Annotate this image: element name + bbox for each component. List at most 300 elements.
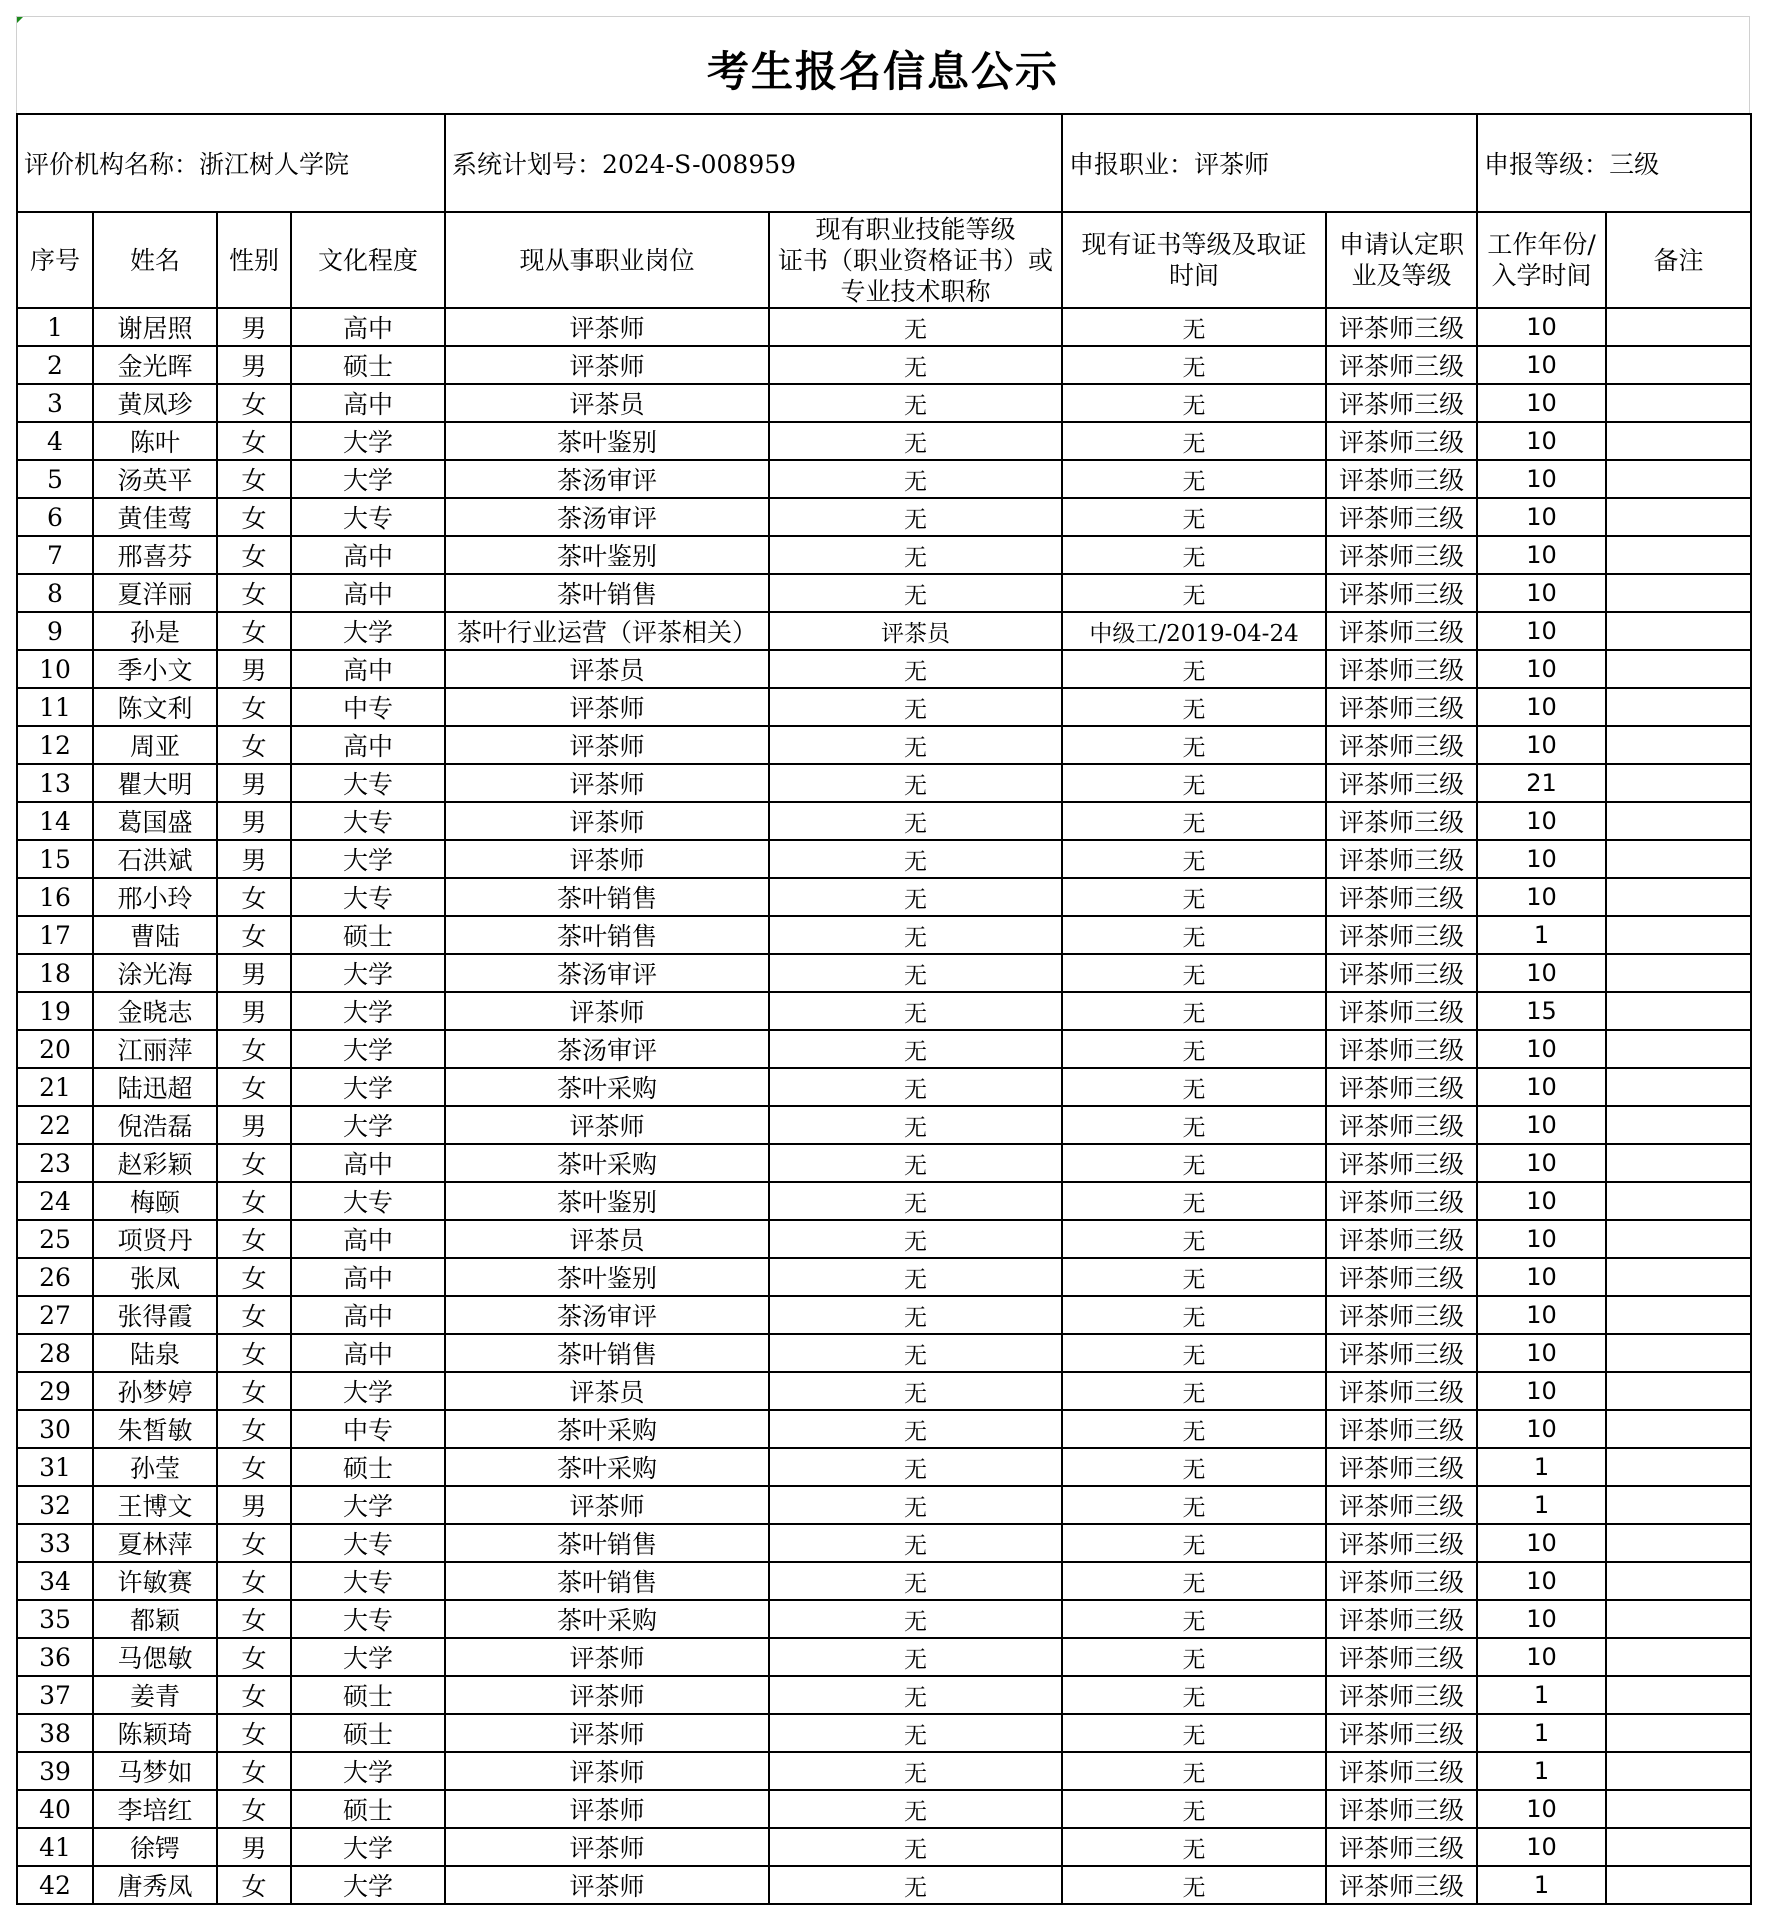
cell-education: 大专	[291, 878, 445, 916]
cell-years: 10	[1477, 878, 1606, 916]
cell-remark	[1606, 1600, 1751, 1638]
cell-post: 茶叶鉴别	[445, 1182, 769, 1220]
cell-cert: 无	[769, 422, 1062, 460]
cell-apply: 评茶师三级	[1326, 1866, 1477, 1904]
table-row	[17, 650, 1751, 688]
cell-post: 茶汤审评	[445, 460, 769, 498]
cell-cert: 无	[769, 308, 1062, 346]
occupation-cell	[1062, 114, 1477, 212]
cell-apply: 评茶师三级	[1326, 460, 1477, 498]
header-apply	[1326, 212, 1477, 308]
cell-gender: 女	[217, 1182, 291, 1220]
cell-apply: 评茶师三级	[1326, 1752, 1477, 1790]
cell-gender: 女	[217, 1714, 291, 1752]
cell-gender: 女	[217, 1600, 291, 1638]
cell-cert-level: 无	[1062, 460, 1326, 498]
cell-gender: 女	[217, 536, 291, 574]
cell-years: 10	[1477, 954, 1606, 992]
table-row	[17, 1866, 1751, 1904]
table-row	[17, 1638, 1751, 1676]
cell-cert-level: 无	[1062, 1258, 1326, 1296]
cell-gender: 男	[217, 1828, 291, 1866]
cell-remark	[1606, 460, 1751, 498]
cell-remark	[1606, 1638, 1751, 1676]
cell-cert: 无	[769, 1486, 1062, 1524]
cell-gender: 女	[217, 612, 291, 650]
cell-apply: 评茶师三级	[1326, 1220, 1477, 1258]
cell-name: 张得霞	[93, 1296, 217, 1334]
cell-seq: 22	[17, 1106, 93, 1144]
cell-name: 周亚	[93, 726, 217, 764]
cell-years: 10	[1477, 422, 1606, 460]
cell-name: 黄凤珍	[93, 384, 217, 422]
cell-seq: 19	[17, 992, 93, 1030]
cell-years: 21	[1477, 764, 1606, 802]
table-row	[17, 1220, 1751, 1258]
cell-remark	[1606, 916, 1751, 954]
cell-cert: 无	[769, 1182, 1062, 1220]
cell-years: 10	[1477, 1790, 1606, 1828]
cell-cert: 无	[769, 1638, 1062, 1676]
cell-name: 孙莹	[93, 1448, 217, 1486]
cell-gender: 女	[217, 1144, 291, 1182]
cell-education: 高中	[291, 1144, 445, 1182]
cell-remark	[1606, 1828, 1751, 1866]
cell-name: 唐秀凤	[93, 1866, 217, 1904]
cell-years: 10	[1477, 460, 1606, 498]
cell-education: 高中	[291, 1258, 445, 1296]
cell-years: 10	[1477, 574, 1606, 612]
cell-remark	[1606, 992, 1751, 1030]
cell-name: 曹陆	[93, 916, 217, 954]
cell-education: 大学	[291, 460, 445, 498]
cell-cert-level: 无	[1062, 954, 1326, 992]
cell-apply: 评茶师三级	[1326, 802, 1477, 840]
cell-remark	[1606, 1106, 1751, 1144]
cell-education: 大学	[291, 1068, 445, 1106]
cell-post: 评茶师	[445, 764, 769, 802]
cell-years: 10	[1477, 1258, 1606, 1296]
cell-gender: 女	[217, 422, 291, 460]
table-row	[17, 308, 1751, 346]
cell-education: 硕士	[291, 1790, 445, 1828]
cell-remark	[1606, 840, 1751, 878]
table-row	[17, 1410, 1751, 1448]
cell-post: 评茶师	[445, 1106, 769, 1144]
cell-apply: 评茶师三级	[1326, 1448, 1477, 1486]
cell-post: 茶叶鉴别	[445, 536, 769, 574]
cell-years: 10	[1477, 1638, 1606, 1676]
cell-cert-level: 无	[1062, 1182, 1326, 1220]
cell-name: 涂光海	[93, 954, 217, 992]
cell-name: 邢喜芬	[93, 536, 217, 574]
cell-apply: 评茶师三级	[1326, 1410, 1477, 1448]
cell-remark	[1606, 1752, 1751, 1790]
table-row	[17, 422, 1751, 460]
cell-seq: 16	[17, 878, 93, 916]
level-value: 三级	[1609, 150, 1660, 179]
cell-years: 10	[1477, 1068, 1606, 1106]
table-row	[17, 916, 1751, 954]
cell-apply: 评茶师三级	[1326, 840, 1477, 878]
cell-seq: 29	[17, 1372, 93, 1410]
cell-education: 大专	[291, 1600, 445, 1638]
cell-post: 评茶师	[445, 1714, 769, 1752]
cell-education: 高中	[291, 726, 445, 764]
cell-seq: 31	[17, 1448, 93, 1486]
cell-cert: 无	[769, 1068, 1062, 1106]
cell-remark	[1606, 612, 1751, 650]
cell-apply: 评茶师三级	[1326, 1600, 1477, 1638]
cell-seq: 26	[17, 1258, 93, 1296]
cell-years: 10	[1477, 1182, 1606, 1220]
cell-education: 大学	[291, 1638, 445, 1676]
cell-seq: 8	[17, 574, 93, 612]
cell-education: 高中	[291, 574, 445, 612]
cell-cert: 无	[769, 1752, 1062, 1790]
occupation-value: 评茶师	[1194, 150, 1270, 179]
cell-years: 10	[1477, 1220, 1606, 1258]
cell-cert: 无	[769, 1220, 1062, 1258]
cell-education: 大专	[291, 1524, 445, 1562]
cell-cert-level: 无	[1062, 1714, 1326, 1752]
cell-cert: 无	[769, 1448, 1062, 1486]
cell-post: 评茶员	[445, 384, 769, 422]
cell-name: 孙是	[93, 612, 217, 650]
cell-remark	[1606, 1562, 1751, 1600]
cell-remark	[1606, 1296, 1751, 1334]
cell-cert: 无	[769, 1372, 1062, 1410]
cell-apply: 评茶师三级	[1326, 1524, 1477, 1562]
cell-post: 茶叶销售	[445, 1562, 769, 1600]
cell-seq: 41	[17, 1828, 93, 1866]
table-row	[17, 954, 1751, 992]
cell-gender: 男	[217, 840, 291, 878]
org-cell	[17, 114, 445, 212]
cell-education: 大学	[291, 1030, 445, 1068]
cell-remark	[1606, 1790, 1751, 1828]
cell-gender: 女	[217, 1030, 291, 1068]
cell-name: 赵彩颖	[93, 1144, 217, 1182]
cell-years: 10	[1477, 1334, 1606, 1372]
header-gender: 性别	[217, 212, 291, 308]
cell-remark	[1606, 498, 1751, 536]
cell-apply: 评茶师三级	[1326, 954, 1477, 992]
cell-years: 1	[1477, 1486, 1606, 1524]
cell-apply: 评茶师三级	[1326, 1676, 1477, 1714]
cell-cert-level: 无	[1062, 802, 1326, 840]
cell-years: 10	[1477, 384, 1606, 422]
cell-cert-level: 无	[1062, 1600, 1326, 1638]
cell-gender: 男	[217, 1106, 291, 1144]
cell-seq: 27	[17, 1296, 93, 1334]
cell-cert: 无	[769, 1714, 1062, 1752]
cell-post: 评茶员	[445, 650, 769, 688]
table-row	[17, 612, 1751, 650]
cell-gender: 女	[217, 1258, 291, 1296]
cell-seq: 18	[17, 954, 93, 992]
cell-name: 瞿大明	[93, 764, 217, 802]
cell-gender: 男	[217, 954, 291, 992]
table-row	[17, 840, 1751, 878]
header-apply-line: 业及等级	[1351, 261, 1452, 290]
cell-education: 大学	[291, 1372, 445, 1410]
header-post: 现从事职业岗位	[445, 212, 769, 308]
table-row	[17, 1486, 1751, 1524]
cell-education: 大专	[291, 802, 445, 840]
header-education: 文化程度	[291, 212, 445, 308]
cell-name: 葛国盛	[93, 802, 217, 840]
cell-apply: 评茶师三级	[1326, 612, 1477, 650]
cell-education: 高中	[291, 384, 445, 422]
cell-cert-level: 无	[1062, 1486, 1326, 1524]
cell-apply: 评茶师三级	[1326, 878, 1477, 916]
title-row	[16, 16, 1750, 113]
cell-education: 大专	[291, 498, 445, 536]
cell-gender: 男	[217, 650, 291, 688]
cell-apply: 评茶师三级	[1326, 1714, 1477, 1752]
table-row	[17, 1752, 1751, 1790]
cell-cert: 无	[769, 1524, 1062, 1562]
cell-years: 1	[1477, 1676, 1606, 1714]
header-row	[17, 212, 1751, 308]
cell-seq: 38	[17, 1714, 93, 1752]
cell-name: 倪浩磊	[93, 1106, 217, 1144]
cell-gender: 男	[217, 308, 291, 346]
cell-name: 陆泉	[93, 1334, 217, 1372]
cell-education: 大学	[291, 992, 445, 1030]
cell-post: 茶叶采购	[445, 1068, 769, 1106]
cell-cert-level: 无	[1062, 1372, 1326, 1410]
cell-years: 10	[1477, 1562, 1606, 1600]
cell-cert-level: 无	[1062, 346, 1326, 384]
cell-seq: 1	[17, 308, 93, 346]
cell-cert: 无	[769, 1334, 1062, 1372]
cell-remark	[1606, 308, 1751, 346]
cell-seq: 28	[17, 1334, 93, 1372]
cell-post: 茶叶采购	[445, 1144, 769, 1182]
cell-years: 10	[1477, 346, 1606, 384]
cell-cert: 无	[769, 1676, 1062, 1714]
cell-cert-level: 无	[1062, 1562, 1326, 1600]
cell-cert: 无	[769, 384, 1062, 422]
table-row	[17, 1068, 1751, 1106]
cell-cert-level: 无	[1062, 1220, 1326, 1258]
cell-apply: 评茶师三级	[1326, 916, 1477, 954]
cell-apply: 评茶师三级	[1326, 1486, 1477, 1524]
cell-apply: 评茶师三级	[1326, 992, 1477, 1030]
cell-cert-level: 无	[1062, 1296, 1326, 1334]
cell-remark	[1606, 1448, 1751, 1486]
cell-post: 评茶师	[445, 1752, 769, 1790]
cell-apply: 评茶师三级	[1326, 1258, 1477, 1296]
cell-cert-level: 无	[1062, 308, 1326, 346]
cell-years: 10	[1477, 650, 1606, 688]
cell-cert-level: 无	[1062, 650, 1326, 688]
cell-cert: 无	[769, 650, 1062, 688]
cell-cert: 无	[769, 878, 1062, 916]
cell-name: 都颖	[93, 1600, 217, 1638]
cell-post: 评茶师	[445, 688, 769, 726]
header-cert-line: 现有职业技能等级	[815, 214, 1016, 244]
cell-years: 10	[1477, 1600, 1606, 1638]
cell-cert: 无	[769, 1790, 1062, 1828]
header-years-line: 入学时间	[1491, 261, 1592, 290]
table-row	[17, 1562, 1751, 1600]
cell-post: 评茶师	[445, 840, 769, 878]
cell-name: 孙梦婷	[93, 1372, 217, 1410]
cell-cert-level: 无	[1062, 1752, 1326, 1790]
cell-remark	[1606, 536, 1751, 574]
cell-post: 茶叶销售	[445, 1334, 769, 1372]
cell-seq: 17	[17, 916, 93, 954]
cell-apply: 评茶师三级	[1326, 650, 1477, 688]
cell-name: 黄佳莺	[93, 498, 217, 536]
cell-apply: 评茶师三级	[1326, 1182, 1477, 1220]
cell-cert: 无	[769, 1562, 1062, 1600]
cell-gender: 女	[217, 1448, 291, 1486]
cell-apply: 评茶师三级	[1326, 384, 1477, 422]
cell-gender: 男	[217, 992, 291, 1030]
cell-education: 大学	[291, 1486, 445, 1524]
cell-apply: 评茶师三级	[1326, 536, 1477, 574]
cell-cert-level: 无	[1062, 1676, 1326, 1714]
cell-name: 王博文	[93, 1486, 217, 1524]
table-row	[17, 726, 1751, 764]
org-value: 浙江树人学院	[199, 150, 350, 179]
cell-cert: 评茶员	[769, 612, 1062, 650]
cell-gender: 女	[217, 1410, 291, 1448]
cell-cert: 无	[769, 498, 1062, 536]
cell-apply: 评茶师三级	[1326, 422, 1477, 460]
cell-cert-level: 无	[1062, 764, 1326, 802]
cell-seq: 15	[17, 840, 93, 878]
header-cert-level-line: 现有证书等级及取证	[1081, 230, 1307, 259]
cell-seq: 20	[17, 1030, 93, 1068]
cell-remark	[1606, 1524, 1751, 1562]
cell-gender: 女	[217, 878, 291, 916]
cell-remark	[1606, 954, 1751, 992]
cell-seq: 24	[17, 1182, 93, 1220]
table-row	[17, 992, 1751, 1030]
cell-education: 大专	[291, 1182, 445, 1220]
cell-remark	[1606, 802, 1751, 840]
cell-years: 1	[1477, 1752, 1606, 1790]
cell-cert-level: 无	[1062, 688, 1326, 726]
cell-name: 金光晖	[93, 346, 217, 384]
cell-years: 10	[1477, 308, 1606, 346]
cell-seq: 2	[17, 346, 93, 384]
header-cert-line: 专业技术职称	[840, 276, 991, 306]
header-name: 姓名	[93, 212, 217, 308]
cell-seq: 35	[17, 1600, 93, 1638]
cell-years: 15	[1477, 992, 1606, 1030]
cell-apply: 评茶师三级	[1326, 308, 1477, 346]
cell-name: 汤英平	[93, 460, 217, 498]
cell-education: 高中	[291, 650, 445, 688]
page-title: 考生报名信息公示	[706, 47, 1059, 96]
cell-seq: 34	[17, 1562, 93, 1600]
cell-remark	[1606, 1220, 1751, 1258]
cell-remark	[1606, 726, 1751, 764]
cell-post: 茶叶销售	[445, 878, 769, 916]
cell-post: 评茶师	[445, 1486, 769, 1524]
cell-remark	[1606, 574, 1751, 612]
plan-label: 系统计划号：	[452, 150, 603, 179]
cell-remark	[1606, 688, 1751, 726]
header-seq: 序号	[17, 212, 93, 308]
cell-education: 大专	[291, 764, 445, 802]
table-row	[17, 1676, 1751, 1714]
cell-remark	[1606, 1144, 1751, 1182]
cell-gender: 男	[217, 1486, 291, 1524]
cell-apply: 评茶师三级	[1326, 1372, 1477, 1410]
cell-education: 高中	[291, 1220, 445, 1258]
org-label: 评价机构名称：	[24, 150, 200, 179]
cell-cert-level: 无	[1062, 1448, 1326, 1486]
cell-cert: 无	[769, 574, 1062, 612]
cell-education: 大学	[291, 954, 445, 992]
cell-cert: 无	[769, 802, 1062, 840]
cell-years: 10	[1477, 612, 1606, 650]
cell-cert-level: 无	[1062, 840, 1326, 878]
level-label: 申报等级：	[1484, 150, 1610, 179]
cell-post: 茶汤审评	[445, 954, 769, 992]
cell-education: 大学	[291, 1106, 445, 1144]
cell-cert-level: 无	[1062, 992, 1326, 1030]
cell-gender: 女	[217, 1220, 291, 1258]
cell-cert-level: 无	[1062, 726, 1326, 764]
cell-post: 评茶师	[445, 1638, 769, 1676]
cell-remark	[1606, 1714, 1751, 1752]
header-cert-level	[1062, 212, 1326, 308]
cell-years: 10	[1477, 1524, 1606, 1562]
cell-post: 评茶师	[445, 1676, 769, 1714]
cell-post: 茶叶销售	[445, 1524, 769, 1562]
cell-education: 硕士	[291, 1448, 445, 1486]
cell-post: 评茶师	[445, 1790, 769, 1828]
cell-cert: 无	[769, 346, 1062, 384]
cell-apply: 评茶师三级	[1326, 1144, 1477, 1182]
cell-gender: 女	[217, 498, 291, 536]
cell-seq: 5	[17, 460, 93, 498]
cell-name: 陈文利	[93, 688, 217, 726]
cell-cert-level: 无	[1062, 1334, 1326, 1372]
cell-seq: 33	[17, 1524, 93, 1562]
cell-cert-level: 无	[1062, 422, 1326, 460]
cell-name: 陈颖琦	[93, 1714, 217, 1752]
cell-seq: 37	[17, 1676, 93, 1714]
table-row	[17, 688, 1751, 726]
table-row	[17, 384, 1751, 422]
info-row	[17, 114, 1751, 212]
cell-cert: 无	[769, 1106, 1062, 1144]
cell-cert: 无	[769, 1258, 1062, 1296]
cell-gender: 女	[217, 1562, 291, 1600]
table-row	[17, 1334, 1751, 1372]
cell-education: 大学	[291, 1828, 445, 1866]
cell-gender: 男	[217, 764, 291, 802]
cell-seq: 4	[17, 422, 93, 460]
cell-post: 评茶师	[445, 992, 769, 1030]
cell-cert-level: 无	[1062, 574, 1326, 612]
cell-name: 马偲敏	[93, 1638, 217, 1676]
cell-apply: 评茶师三级	[1326, 1790, 1477, 1828]
cell-cert-level: 无	[1062, 1866, 1326, 1904]
table-row	[17, 1106, 1751, 1144]
cell-education: 大学	[291, 1752, 445, 1790]
cell-post: 评茶师	[445, 802, 769, 840]
